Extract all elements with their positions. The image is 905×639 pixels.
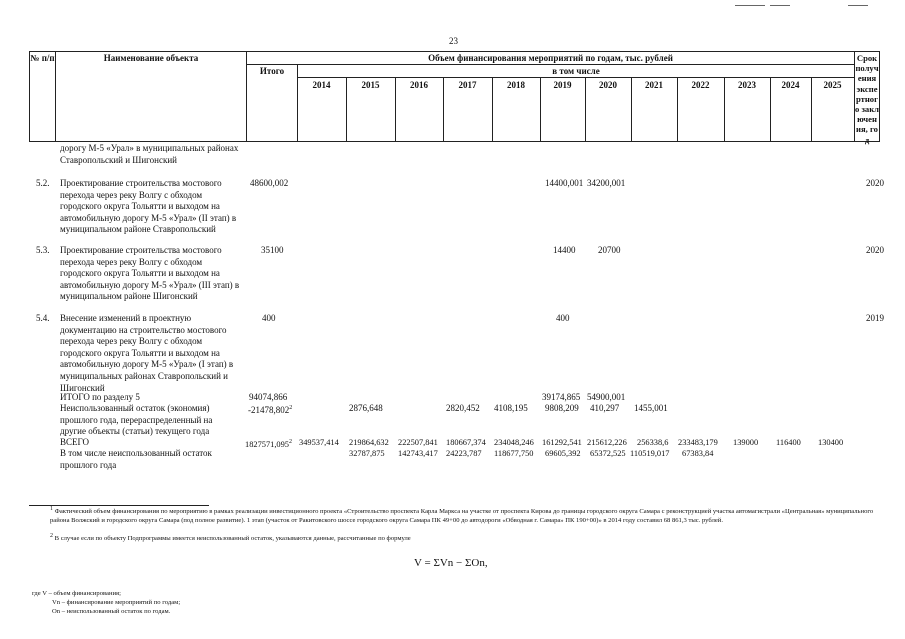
header-year: 2019: [553, 80, 572, 90]
scan-dash: [735, 5, 765, 6]
cell-total: -21478,802$^2$: [248, 405, 293, 415]
table-row-name: дорогу М-5 «Урал» в муниципальных районах Ставропольский и Шигонский: [60, 143, 239, 165]
formula: V = ΣVn − ΣOn,: [414, 557, 488, 569]
table-row-name: Внесение изменений в проектную документацию на строительство мостового перехода через реку Волгу с обходом городского округа Тольятти и выходом на автомобильную дорогу М-5 «Урал» (I этап) в муниципальных районах Ставропольский и Шигонский: [60, 313, 234, 393]
cell-2020: 20700: [598, 245, 621, 255]
where-title: где V – объем финансирования;: [32, 590, 121, 597]
cell-2014: 349537,414: [299, 438, 339, 447]
header-year: 2024: [781, 80, 800, 90]
cell-2023: 139000: [733, 438, 759, 447]
table-row-name: В том числе неиспользованный остаток прошлого года: [60, 448, 212, 470]
where-o: On – неиспользованный остаток по годам.: [52, 608, 171, 615]
header-including: в том числе: [552, 66, 600, 76]
table-row-name: Проектирование строительства мостового перехода через реку Волгу с обходом городского округа Тольятти и выходом на автомобильную дорогу М-5 «Урал» (II этап) в муниципальном районе Ставропольский: [60, 178, 237, 235]
cell-deadline: 2020: [866, 178, 884, 188]
cell-2018: 118677,750: [494, 449, 534, 458]
cell-2015: 219864,632: [349, 438, 389, 447]
scan-dash: [848, 5, 868, 6]
cell-2019: 69605,392: [545, 449, 581, 458]
cell-2024: 116400: [776, 438, 801, 447]
cell-2021: 256338,6: [637, 438, 669, 447]
cell-2019: 14400,001: [545, 178, 584, 188]
footnote-1: $^1$ Фактический объем финансирования по мероприятию в рамках реализации инвестиционного проекта «Строительство проспекта Карла Маркса на участке от проспекта Кирова до границы городского округа Самара с реконструкцией участка автомагистрали «Центральная» муниципального района Волжский и городского округа Самара (под полное развитие). 1 этап (участок от Ракитовского шоссе городского округа Самара ПК 49+00 до автодороги «Обводная г. Самара» ПК 190+00)» в 2014 году составил 68 861,3 тыс. рублей.: [50, 506, 874, 524]
cell-2019: 161292,541: [542, 438, 582, 447]
cell-total: 48600,002: [250, 178, 289, 188]
cell-2016: 222507,841: [398, 438, 438, 447]
cell-2017: 24223,787: [446, 449, 482, 458]
cell-2017: 2820,452: [446, 403, 480, 413]
header-year: 2023: [738, 80, 756, 90]
cell-2021: 1455,001: [634, 403, 668, 413]
table-row-no: 5.4.: [36, 313, 50, 323]
header-name: Наименование объекта: [103, 53, 199, 63]
cell-total: 400: [262, 313, 276, 323]
cell-2025: 130400: [818, 438, 844, 447]
cell-total: 35100: [261, 245, 284, 255]
cell-2019: 14400: [553, 245, 576, 255]
header-year: 2014: [312, 80, 331, 90]
cell-2019: 9808,209: [545, 403, 579, 413]
cell-2020: 65372,525: [590, 449, 626, 458]
header-funding: Объем финансирования мероприятий по годам, тыс. рублей: [428, 53, 673, 63]
cell-2022: 233483,179: [678, 438, 718, 447]
table-row-name: ИТОГО по разделу 5: [60, 392, 140, 402]
cell-2018: 234048,246: [494, 438, 534, 447]
header-year: 2021: [645, 80, 663, 90]
table-row-name: Проектирование строительства мостового перехода через реку Волгу с обходом городского округа Тольятти и выходом на автомобильную дорогу М-5 «Урал» (III этап) в муниципальном районе Шигонский: [60, 245, 240, 302]
cell-total: 1827571,095$^2$: [245, 439, 292, 449]
header-year: 2020: [599, 80, 617, 90]
cell-2019: 400: [556, 313, 570, 323]
cell-total: 94074,866: [249, 392, 288, 402]
header-deadline: Срок получения экспертного заключения, год: [855, 53, 879, 145]
cell-2020: 54900,001: [587, 392, 626, 402]
cell-2016: 142743,417: [398, 449, 438, 458]
header-total: Итого: [259, 66, 285, 76]
cell-2020: 215612,226: [587, 438, 627, 447]
cell-deadline: 2020: [866, 245, 884, 255]
cell-2019: 39174,865: [542, 392, 581, 402]
cell-2022: 67383,84: [682, 449, 714, 458]
cell-2018: 4108,195: [494, 403, 528, 413]
cell-2015: 2876,648: [349, 403, 383, 413]
cell-2017: 180667,374: [446, 438, 486, 447]
table-row-name: Неиспользованный остаток (экономия) прошлого года, перераспределенный на другие объекты (статьи) текущего года: [60, 403, 213, 437]
header-year: 2022: [691, 80, 710, 90]
table-row-name: ВСЕГО: [60, 437, 89, 447]
cell-2020: 410,297: [590, 403, 620, 413]
header-year: 2025: [823, 80, 842, 90]
cell-2021: 110519,017: [630, 449, 670, 458]
cell-deadline: 2019: [866, 313, 884, 323]
page-number: 23: [449, 36, 458, 46]
where-v: Vn – финансирование мероприятий по годам;: [52, 599, 181, 606]
table-row-no: 5.2.: [36, 178, 50, 188]
footnote-2: $^2$ В случае если по объекту Подпрограммы имеется неиспользованный остаток, указываются данные, рассчитанные по формуле: [50, 533, 411, 543]
header-year: 2018: [507, 80, 525, 90]
table-row-no: 5.3.: [36, 245, 50, 255]
header-year: 2015: [361, 80, 380, 90]
header-year: 2016: [410, 80, 428, 90]
scan-dash: [770, 5, 790, 6]
header-no: № п/п: [30, 53, 55, 63]
header-year: 2017: [458, 80, 477, 90]
cell-2015: 32787,875: [349, 449, 385, 458]
cell-2020: 34200,001: [587, 178, 626, 188]
